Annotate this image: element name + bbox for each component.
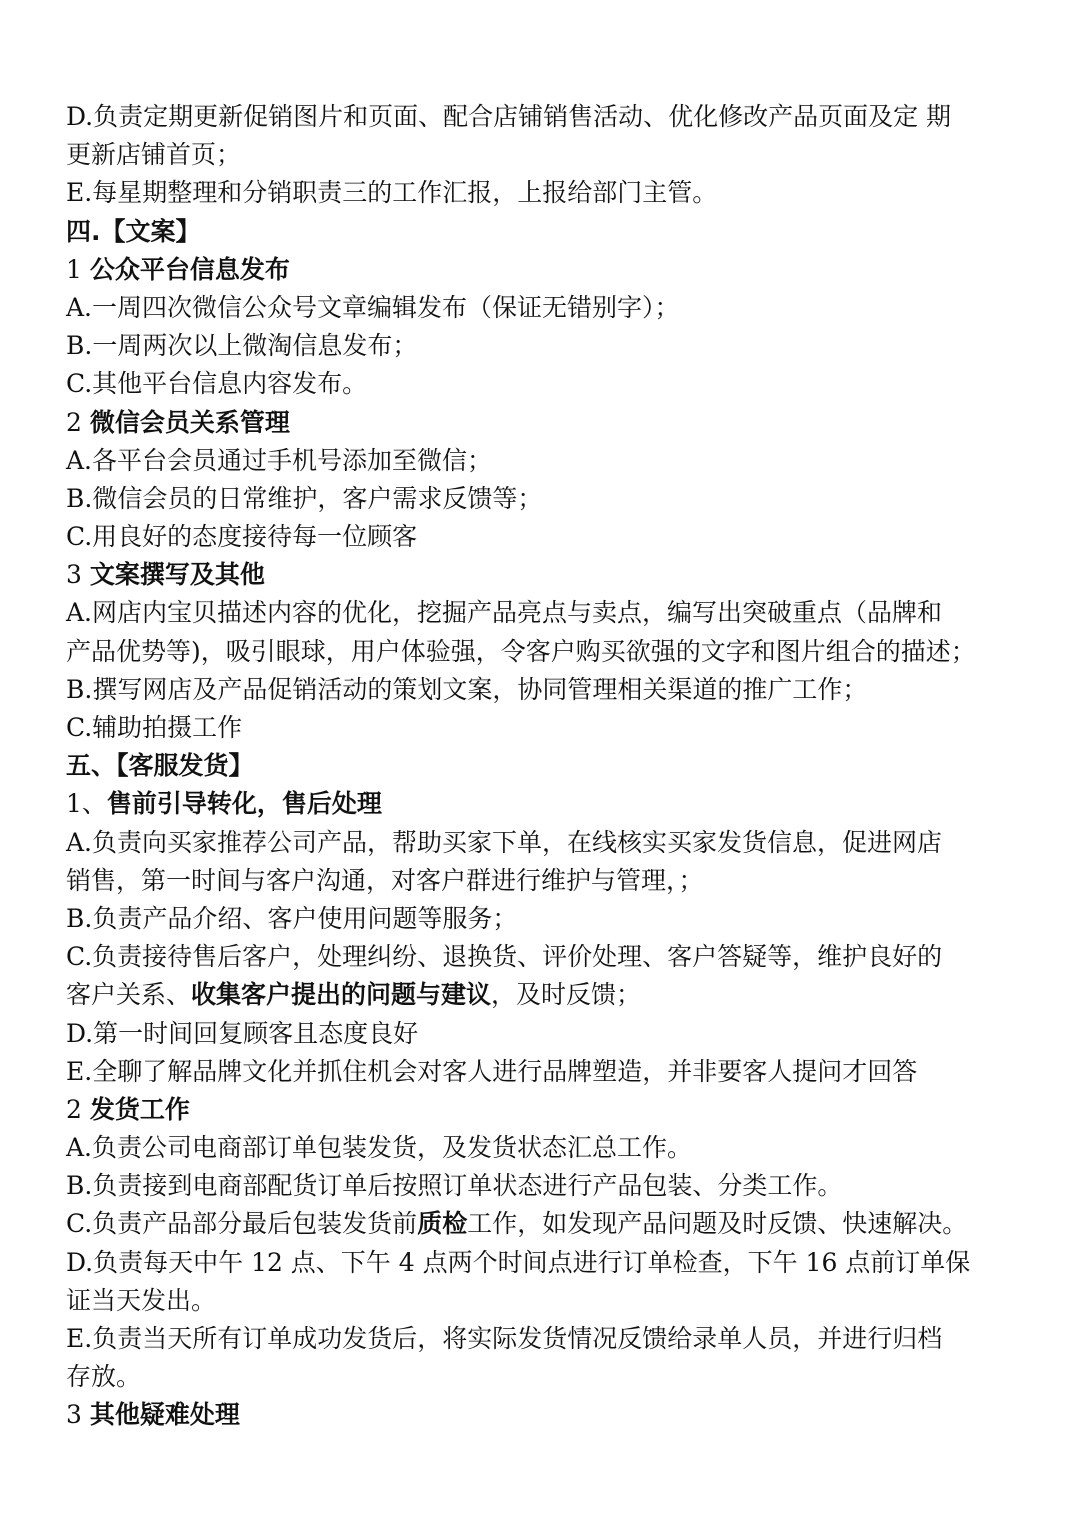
subsection-title: 发货工作: [89, 1094, 190, 1124]
body-line: [66, 976, 1026, 1014]
subsection-number: 3: [66, 560, 90, 590]
emphasis-text: 收集客户提出的问题与建议: [191, 980, 492, 1010]
emphasis-text: 质检: [417, 1209, 468, 1239]
subsection-number: 1: [66, 254, 90, 284]
subsection-heading: [66, 404, 1026, 442]
body-line: A.一周四次微信公众号文章编辑发布（保证无错别字）；: [66, 292, 680, 322]
body-line: B.微信会员的日常维护，客户需求反馈等；: [66, 483, 543, 513]
body-line: B.一周两次以上微淘信息发布；: [66, 331, 418, 361]
body-line: 证当天发出。: [66, 1285, 217, 1315]
body-line: 更新店铺首页；: [66, 140, 242, 170]
body-line: C.辅助拍摄工作: [66, 713, 243, 742]
body-line: 产品优势等)，吸引眼球，用户体验强，令客户购买欲强的文字和图片组合的描述；: [66, 636, 976, 666]
body-line: B.负责接到电商部配货订单后按照订单状态进行产品包装、分类工作。: [66, 1171, 843, 1201]
text-segment: 工作，如发现产品问题及时反馈、快速解决。: [467, 1209, 968, 1239]
body-line: 存放。: [66, 1362, 142, 1392]
subsection-title: 公众平台信息发布: [89, 254, 290, 284]
text-segment: 客户关系、: [66, 980, 192, 1010]
document-body: [66, 98, 1026, 1435]
body-line: D.负责每天中午 12 点、下午 4 点两个时间点进行订单检查，下午 16 点前订单保: [66, 1247, 971, 1277]
body-line: C.其他平台信息内容发布。: [66, 369, 368, 399]
body-line: E.负责当天所有订单成功发货后，将实际发货情况反馈给录单人员，并进行归档: [66, 1324, 943, 1353]
text-segment: C.负责产品部分最后包装发货前: [66, 1209, 418, 1239]
body-line: D.负责定期更新促销图片和页面、配合店铺销售活动、优化修改产品页面及定 期: [66, 102, 952, 131]
subsection-title: 文案撰写及其他: [89, 560, 265, 590]
subsection-title: 售前引导转化，售后处理: [106, 789, 382, 819]
body-line: 销售，第一时间与客户沟通，对客户群进行维护与管理，；: [66, 865, 704, 895]
subsection-number: 2: [66, 1094, 90, 1124]
section-heading: 四.【文案】: [66, 216, 201, 246]
section-heading: 五、【客服发货】: [66, 751, 254, 781]
subsection-number: 1、: [66, 789, 107, 819]
body-line: B.撰写网店及产品促销活动的策划文案，协同管理相关渠道的推广工作；: [66, 674, 868, 704]
body-line: [66, 1205, 1026, 1243]
subsection-number: 3: [66, 1400, 90, 1430]
text-segment: ，及时反馈；: [491, 980, 642, 1010]
body-line: A.负责向买家推荐公司产品，帮助买家下单，在线核实买家发货信息，促进网店: [66, 827, 943, 857]
subsection-heading: [66, 785, 1026, 823]
body-line: E.全聊了解品牌文化并抓住机会对客人进行品牌塑造，并非要客人提问才回答: [66, 1056, 918, 1086]
body-line: E.每星期整理和分销职责三的工作汇报，上报给部门主管。: [66, 178, 718, 208]
body-line: A.网店内宝贝描述内容的优化，挖掘产品亮点与卖点，编写出突破重点（品牌和: [66, 598, 943, 628]
body-line: A.负责公司电商部订单包装发货，及发货状态汇总工作。: [66, 1133, 693, 1163]
body-line: B.负责产品介绍、客户使用问题等服务；: [66, 903, 518, 933]
body-line: C.负责接待售后客户，处理纠纷、退换货、评价处理、客户答疑等，维护良好的: [66, 942, 943, 972]
subsection-title: 其他疑难处理: [89, 1400, 240, 1430]
body-line: C.用良好的态度接待每一位顾客: [66, 522, 418, 552]
subsection-title: 微信会员关系管理: [89, 407, 290, 437]
subsection-heading: [66, 1396, 1026, 1434]
subsection-heading: [66, 556, 1026, 594]
subsection-heading: [66, 251, 1026, 289]
body-line: D.第一时间回复顾客且态度良好: [66, 1018, 419, 1048]
subsection-heading: [66, 1091, 1026, 1129]
body-line: A.各平台会员通过手机号添加至微信；: [66, 445, 493, 475]
subsection-number: 2: [66, 407, 90, 437]
